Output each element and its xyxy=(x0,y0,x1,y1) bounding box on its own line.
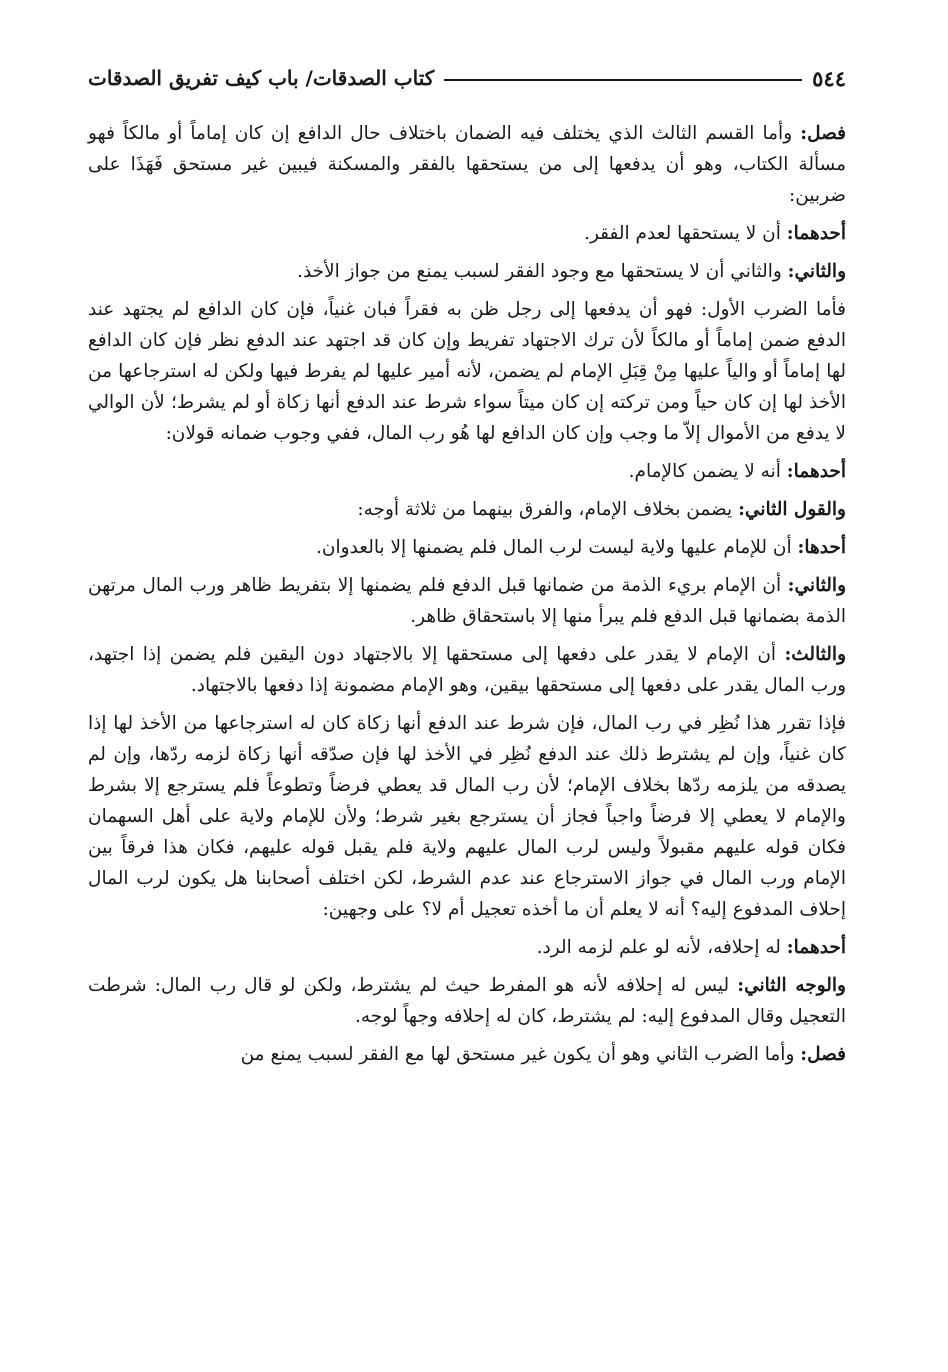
paragraph xyxy=(88,456,846,487)
paragraph-lead: أحدها: xyxy=(797,537,846,558)
paragraph-lead: أحدهما: xyxy=(786,937,846,958)
paragraph xyxy=(88,932,846,963)
paragraph-text: أن للإمام عليها ولاية ليست لرب المال فلم يضمنها إلا بالعدوان. xyxy=(316,537,798,558)
paragraph xyxy=(88,294,846,449)
paragraph-lead: فصل: xyxy=(800,123,846,144)
paragraph xyxy=(88,118,846,211)
paragraph-text: له إحلافه، لأنه لو علم لزمه الرد. xyxy=(536,937,787,958)
paragraph-text: يضمن بخلاف الإمام، والفرق بينهما من ثلاثة أوجه: xyxy=(357,499,739,520)
book-page xyxy=(88,58,846,1077)
running-title: كتاب الصدقات/ باب كيف تفريق الصدقات xyxy=(88,66,435,90)
paragraph-text: أن الإمام بريء الذمة من ضمانها قبل الدفع فلم يضمنها إلا بتفريط ظاهر ورب المال مرتهن الذمة بضمانها قبل الدفع فلم يبرأ منها إلا باستحقاق ظاهر. xyxy=(88,575,846,627)
paragraph-lead: والثاني: xyxy=(787,575,846,596)
paragraph-text: أن الإمام لا يقدر على دفعها إلى مستحقها إلا بالاجتهاد دون اليقين فلم يضمن إذا اجتهد، ورب المال يقدر على دفعها إلى مستحقها بيقين، وهو الإمام مضمونة إذا دفعها بالاجتهاد. xyxy=(88,644,846,696)
paragraph xyxy=(88,970,846,1032)
paragraph xyxy=(88,570,846,632)
paragraph xyxy=(88,532,846,563)
page-header xyxy=(88,58,846,98)
paragraph-text: وأما القسم الثالث الذي يختلف فيه الضمان باختلاف حال الدافع إن كان إماماً أو مالكاً فهو مسألة الكتاب، وهو أن يدفعها إلى من يستحقها بالفقر والمسكنة فيبين غير مستحق فَهَذَا على ضربين: xyxy=(88,123,846,206)
paragraph-lead: أحدهما: xyxy=(786,461,846,482)
paragraph-text: فأما الضرب الأول: فهو أن يدفعها إلى رجل ظن به فقراً فبان غنياً، فإن كان الدافع لم يجتهد عند الدفع ضمن إماماً أو مالكاً لأن ترك الاجتهاد تفريط وإن كان قد اجتهد عند الدفع نظر فإن كان الدافع لها إماماً أو والياً عليها مِنْ قِبَلِ الإمام لم يضمن، لأنه أمير عليها لم يفرط فيها ولكن له استرجاعها من الأخذ لها إن كان حياً ومن تركته إن كان ميتاً سواء شرط عند الدفع أنها زكاة أو لم يشرط؛ لأن الوالي لا يدفع من الأموال إلاّ ما وجب وإن كان الدافع لها هُو رب المال، ففي وجوب ضمانه قولان: xyxy=(88,299,846,444)
paragraph xyxy=(88,1039,846,1070)
paragraph xyxy=(88,708,846,925)
paragraph-lead: والثالث: xyxy=(784,644,846,665)
paragraph-lead: والوجه الثاني: xyxy=(737,975,846,996)
page-body xyxy=(88,118,846,1070)
paragraph-lead: أحدهما: xyxy=(786,223,846,244)
paragraph xyxy=(88,494,846,525)
paragraph-text: والثاني أن لا يستحقها مع وجود الفقر لسبب يمنع من جواز الأخذ. xyxy=(297,261,788,282)
paragraph xyxy=(88,639,846,701)
paragraph-lead: فصل: xyxy=(800,1044,846,1065)
paragraph-text: فإذا تقرر هذا نُظِر في رب المال، فإن شرط عند الدفع أنها زكاة كان له استرجاعها من الأخذ لها إذا كان غنياً، وإن لم يشترط ذلك عند الدفع نُظِر في الأخذ لها فإن صدّقه أنها زكاة لزمه ردّها، وإن لم يصدقه من يلزمه ردّها بخلاف الإمام؛ لأن رب المال قد يعطي فرضاً وتطوعاً فلم يسترجع إلا بشرط والإمام لا يعطي إلا فرضاً واجباً فجاز أن يسترجع بغير شرط؛ ولأن للإمام ولاية على أهل السهمان فكان قوله عليهم مقبولاً وليس لرب المال عليهم ولاية فلم يقبل قوله عليهم، فكان هذا فرقاً بين الإمام ورب المال في جواز الاسترجاع عند عدم الشرط، لكن اختلف أصحابنا هل يكون لرب المال إحلاف المدفوع إليه؟ أنه لا يعلم أن ما أخذه تعجيل أم لا؟ على وجهين: xyxy=(88,713,846,920)
paragraph xyxy=(88,256,846,287)
paragraph-text: أن لا يستحقها لعدم الفقر. xyxy=(584,223,787,244)
paragraph-lead: والقول الثاني: xyxy=(738,499,846,520)
page-number: ٥٤٤ xyxy=(812,65,846,91)
paragraph-text: وأما الضرب الثاني وهو أن يكون غير مستحق لها مع الفقر لسبب يمنع من xyxy=(240,1044,801,1065)
paragraph-text: أنه لا يضمن كالإمام. xyxy=(628,461,787,482)
paragraph-text: ليس له إحلافه لأنه هو المفرط حيث لم يشترط، ولكن لو قال رب المال: شرطت التعجيل وقال المدفوع إليه: لم يشترط، كان له إحلافه وجهاً لوجه. xyxy=(88,975,846,1027)
paragraph-lead: والثاني: xyxy=(787,261,846,282)
header-rule xyxy=(444,79,802,81)
paragraph xyxy=(88,218,846,249)
